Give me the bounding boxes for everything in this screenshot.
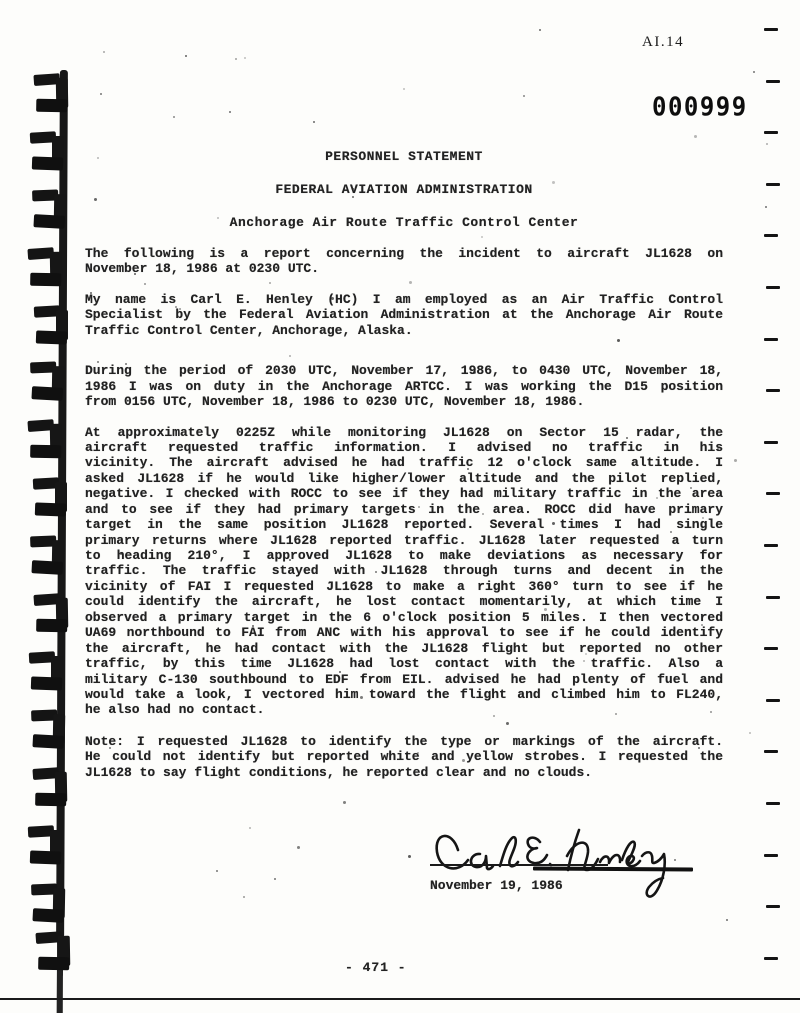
- text-line: observed a primary target in the 6 o'clock position 5 miles. I then vectored: [85, 609, 723, 625]
- statement-paragraph: [85, 246, 723, 277]
- noise-dot: [297, 846, 300, 849]
- noise-dot: [753, 71, 755, 73]
- binding-tooth-mark: [28, 824, 62, 864]
- text-line: The following is a report concerning the incident to aircraft JL1628 on: [85, 246, 723, 261]
- statement-paragraph: [85, 363, 723, 409]
- text-line: Traffic Control Center, Anchorage, Alaska.: [85, 322, 413, 338]
- text-line: he also had no contact.: [85, 702, 265, 718]
- noise-dot: [481, 236, 483, 238]
- text-line: November 18, 1986 at 0230 UTC.: [85, 261, 320, 277]
- noise-dot: [244, 57, 246, 59]
- text-line: primary returns where JL1628 reported traffic. JL1628 later requested a turn: [85, 532, 723, 548]
- binding-tooth-mark: [31, 882, 66, 923]
- text-line: During the period of 2030 UTC, November 17, 1986, to 0430 UTC, November 18,: [85, 363, 723, 379]
- noise-dot: [749, 732, 751, 734]
- noise-dot: [408, 855, 411, 858]
- binding-tooth-bar: [56, 78, 69, 108]
- text-line: to heading 210°, I approved JL1628 to make deviations as necessary for: [85, 548, 723, 563]
- bottom-edge-line: [0, 998, 800, 1000]
- binding-tooth-mark: [32, 188, 67, 229]
- text-line: the aircraft, he had contact with the JL1628 flight but reported no other: [85, 640, 723, 656]
- noise-dot: [94, 198, 97, 201]
- noise-dot: [343, 801, 346, 804]
- binding-tooth-bar: [53, 888, 66, 918]
- noise-dot: [313, 121, 315, 123]
- statement-body: [85, 246, 723, 780]
- binding-tooth-bar: [50, 424, 63, 454]
- margin-dash: [766, 699, 780, 702]
- noise-dot: [734, 459, 737, 462]
- noise-dot: [539, 29, 541, 31]
- document-code: AI.14: [642, 34, 685, 50]
- noise-dot: [100, 93, 102, 95]
- binding-tooth-mark: [31, 708, 66, 749]
- text-line: target in the same position JL1628 reported. Several times I had single: [85, 517, 723, 533]
- margin-dash: [764, 647, 778, 650]
- binding-tooth-bar: [52, 136, 64, 166]
- text-line: asked JL1628 if he would like higher/lower altitude and the pilot replied,: [85, 470, 723, 486]
- signature-date: November 19, 1986: [430, 878, 563, 893]
- binding-tooth-mark: [30, 534, 65, 575]
- noise-dot: [766, 143, 768, 145]
- text-line: My name is Carl E. Henley (HC) I am employed as an Air Traffic Control: [85, 291, 723, 307]
- binding-tooth-bar: [54, 194, 67, 224]
- binding-tooth-bar: [58, 936, 71, 966]
- binding-tooth-bar: [55, 772, 68, 802]
- noise-dot: [523, 95, 525, 97]
- margin-dash: [766, 492, 780, 495]
- statement-paragraph: [85, 734, 723, 780]
- binding-tooth-mark: [30, 360, 65, 401]
- margin-dash: [764, 338, 778, 341]
- binding-tooth-mark: [34, 304, 68, 344]
- margin-dash: [766, 389, 780, 392]
- margin-dash: [764, 131, 778, 134]
- noise-dot: [235, 58, 237, 60]
- margin-dash: [764, 957, 778, 960]
- binding-tooth-bar: [52, 540, 65, 570]
- binding-tooth-bar: [52, 366, 65, 396]
- margin-dash: [764, 441, 778, 444]
- noise-dot: [403, 88, 405, 90]
- margin-dash: [764, 234, 778, 237]
- margin-dash: [764, 854, 778, 857]
- text-line: traffic. The traffic stayed with JL1628 through turns and decent in the: [85, 563, 723, 579]
- margin-dash: [766, 596, 780, 599]
- noise-dot: [185, 55, 187, 57]
- margin-dash: [766, 802, 780, 805]
- text-line: would take a look, I vectored him toward the flight and climbed him to FL240,: [85, 686, 723, 702]
- binding-tooth-bar: [55, 482, 67, 512]
- text-line: could identify the aircraft, he lost contact momentarily, at which time I: [85, 594, 723, 610]
- text-line: JL1628 to say flight conditions, he reported clear and no clouds.: [85, 764, 593, 780]
- noise-dot: [243, 896, 245, 898]
- binding-tooth-mark: [28, 418, 63, 459]
- margin-dash: [764, 750, 778, 753]
- noise-dot: [173, 116, 175, 118]
- margin-dash: [766, 183, 780, 186]
- binding-tooth-bar: [53, 714, 66, 744]
- facility-name: Anchorage Air Route Traffic Control Center: [229, 215, 579, 230]
- binding-tooth-mark: [34, 72, 69, 113]
- binding-tooth-mark: [34, 592, 69, 633]
- text-line: vicinity. The aircraft advised he had traffic 12 o'clock same altitude. I: [85, 455, 723, 471]
- text-line: and to see if they had primary targets in the area. ROCC did have primary: [85, 501, 723, 517]
- text-line: vicinity of FAI I requested JL1628 to make a right 360° turn to see if he: [85, 578, 723, 594]
- binding-tooth-mark: [33, 766, 68, 807]
- signature-underline: [430, 864, 608, 866]
- stamp-number: 000999: [652, 91, 748, 123]
- binding-tooth-mark: [29, 650, 63, 690]
- text-line: Note: I requested JL1628 to identify the type or markings of the aircraft.: [85, 733, 723, 749]
- noise-dot: [274, 878, 276, 880]
- text-line: At approximately 0225Z while monitoring JL1628 on Sector 15 radar, the: [85, 424, 723, 440]
- noise-dot: [694, 135, 697, 138]
- noise-dot: [103, 51, 105, 53]
- binding-tooth-mark: [30, 130, 64, 170]
- binding-tooth-bar: [50, 830, 62, 860]
- statement-paragraph: [85, 425, 723, 718]
- binding-tooth-bar: [51, 656, 63, 686]
- text-line: Specialist by the Federal Aviation Administration at the Anchorage Air Route: [85, 307, 723, 323]
- statement-paragraph: [85, 292, 723, 338]
- binding-tooth-mark: [33, 476, 67, 516]
- noise-dot: [765, 206, 767, 208]
- binding-tooth-bar: [50, 252, 63, 282]
- binding-tooth-mark: [36, 930, 71, 971]
- text-line: aircraft requested traffic information. I advised no traffic in his: [85, 439, 723, 455]
- margin-dash: [766, 80, 780, 83]
- binding-tooth-bar: [56, 598, 69, 628]
- text-line: military C-130 southbound to EDF from EIL. advised he had plenty of fuel and: [85, 671, 723, 687]
- text-line: 1986 I was on duty in the Anchorage ARTCC. I was working the D15 position: [85, 378, 723, 394]
- document-title: PERSONNEL STATEMENT: [325, 149, 483, 164]
- binding-tooth-bar: [56, 310, 68, 340]
- noise-dot: [216, 870, 218, 872]
- margin-dash: [764, 544, 778, 547]
- margin-dash: [766, 905, 780, 908]
- agency-name: FEDERAL AVIATION ADMINISTRATION: [275, 182, 533, 197]
- page-number: - 471 -: [345, 960, 407, 975]
- noise-dot: [726, 919, 728, 921]
- noise-dot: [249, 827, 251, 829]
- margin-dash: [766, 286, 780, 289]
- text-line: negative. I checked with ROCC to see if they had military traffic in the area: [85, 486, 723, 502]
- binding-tooth-mark: [28, 246, 63, 287]
- text-line: UA69 northbound to FAI from ANC with his approval to see if he could identify: [85, 625, 723, 641]
- text-line: traffic, by this time JL1628 had lost contact with the traffic. Also a: [85, 656, 723, 672]
- noise-dot: [229, 111, 231, 113]
- margin-dash: [764, 28, 778, 31]
- text-line: from 0156 UTC, November 18, 1986 to 0230 UTC, November 18, 1986.: [85, 394, 585, 410]
- text-line: He could not identify but reported white and yellow strobes. I requested the: [85, 749, 723, 765]
